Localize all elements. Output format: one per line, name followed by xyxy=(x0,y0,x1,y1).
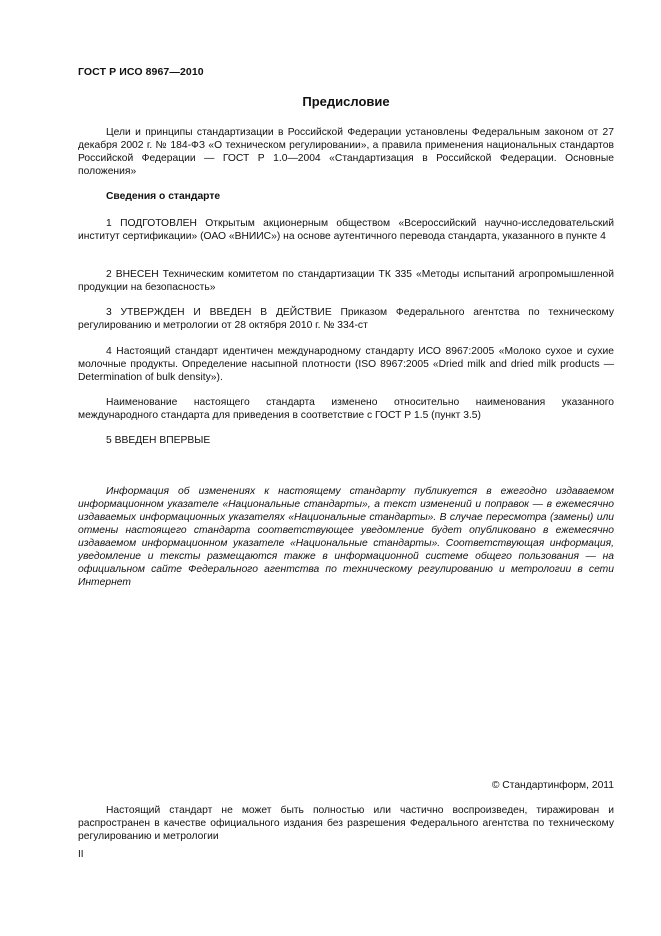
item-1-block xyxy=(78,217,614,243)
copyright-line: © Стандартинформ, 2011 xyxy=(491,780,614,791)
list-item: 5 ВВЕДЕН ВПЕРВЫЕ xyxy=(106,435,211,446)
rename-note-block xyxy=(78,396,614,422)
page-number: II xyxy=(78,849,84,860)
reproduction-notice: Настоящий стандарт не может быть полностью или частично воспроизведен, тиражирован и распространен в качестве официального издания без разрешения Федерального агентства по техническому регулированию и метрологии xyxy=(78,805,614,842)
list-item: 2 ВНЕСЕН Техническим комитетом по стандартизации ТК 335 «Методы испытаний агропромышленной продукции на безопасность» xyxy=(78,269,614,293)
rename-note: Наименование настоящего стандарта изменено относительно наименования указанного международного стандарта для приведения в соответствие с ГОСТ Р 1.5 (пункт 3.5) xyxy=(78,397,614,421)
list-item: 1 ПОДГОТОВЛЕН Открытым акционерным обществом «Всероссийский научно-исследовательский институт сертификации» (ОАО «ВНИИС») на основе аутентичного перевода стандарта, указанного в пункте 4 xyxy=(78,218,614,242)
info-notice: Информация об изменениях к настоящему стандарту публикуется в ежегодно издаваемом информационном указателе «Национальные стандарты», а текст изменений и поправок — в ежемесячно издаваемых информационных указателях «Национальные стандарты». В случае пересмотра (замены) или отмены настоящего стандарта соответствующее уведомление будет опубликовано в ежемесячно издаваемом информационном указателе «Национальные стандарты». Соответствующая информация, уведомление и тексты размещаются также в информационной системе общего пользования — на официальном сайте Федерального агентства по техническому регулированию и метрологии в сети Интернет xyxy=(78,486,614,588)
list-item: 3 УТВЕРЖДЕН И ВВЕДЕН В ДЕЙСТВИЕ Приказом Федерального агентства по техническому регулированию и метрологии от 28 октября 2010 г. № 334-ст xyxy=(78,307,614,331)
copyright-block xyxy=(78,779,614,792)
item-5-block xyxy=(78,434,614,447)
page-title: Предисловие xyxy=(302,94,390,109)
reproduction-notice-block xyxy=(78,804,614,843)
section-heading-block xyxy=(78,190,614,203)
intro-paragraph: Цели и принципы стандартизации в Российской Федерации установлены Федеральным законом от 27 декабря 2002 г. № 184-ФЗ «О техническом регулировании», а правила применения национальных стандартов Российской Федерации — ГОСТ Р 1.0—2004 «Стандартизация в Российской Федерации. Основные положения» xyxy=(78,127,614,177)
list-item: 4 Настоящий стандарт идентичен международному стандарту ИСО 8967:2005 «Молоко сухое и сухие молочные продукты. Определение насыпной плотности (ISO 8967:2005 «Dried milk and dried milk products — Determination of bulk density»). xyxy=(78,346,614,383)
section-heading: Сведения о стандарте xyxy=(106,191,221,202)
intro-paragraph-block xyxy=(78,126,614,178)
document-code-header: ГОСТ Р ИСО 8967—2010 xyxy=(78,66,204,78)
item-2-block xyxy=(78,268,614,294)
info-notice-block xyxy=(78,485,614,589)
item-4-block xyxy=(78,345,614,384)
item-3-block xyxy=(78,306,614,332)
